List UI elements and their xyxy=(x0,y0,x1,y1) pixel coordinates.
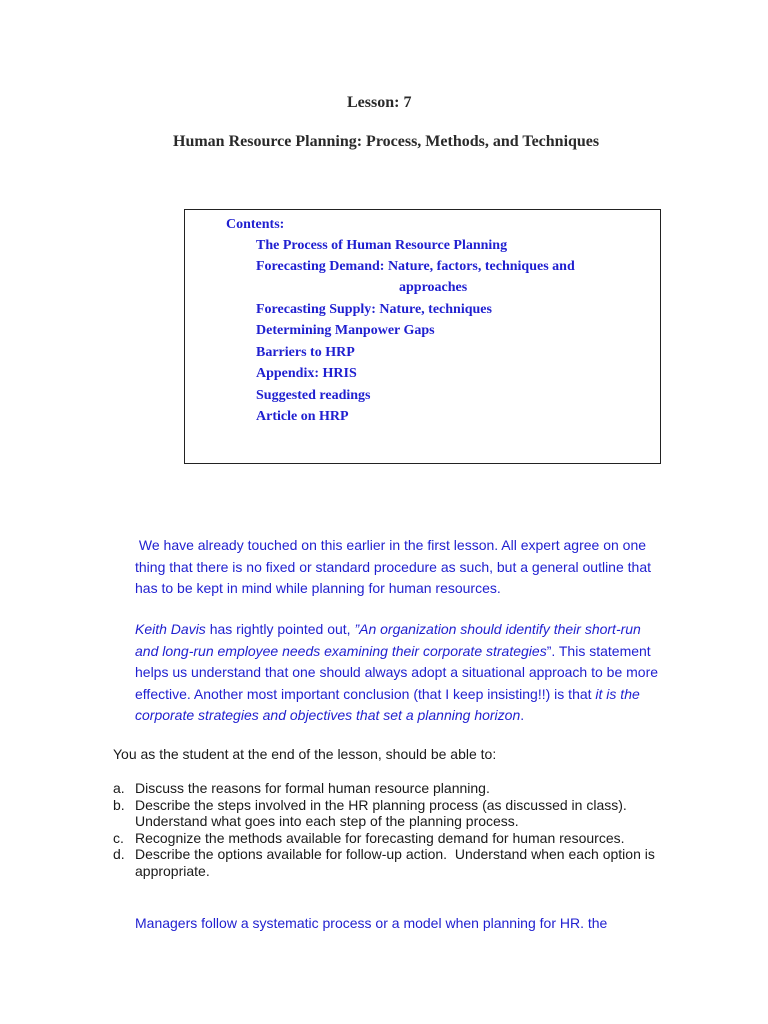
list-item xyxy=(113,830,655,847)
paragraph-line: has to be kept in mind while planning for human resources. xyxy=(135,580,501,596)
paragraph-line: helps us understand that one should always adopt a situational approach to be more xyxy=(135,664,659,680)
process-paragraph: Managers follow a systematic process or a model when planning for HR. the xyxy=(135,915,608,931)
contents-item: Barriers to HRP xyxy=(256,345,355,360)
list-text: Recognize the methods available for forecasting demand for human resources. xyxy=(135,829,625,846)
list-text: appropriate. xyxy=(135,862,210,879)
page-title: Human Resource Planning: Process, Methods, and Techniques xyxy=(173,133,600,150)
text: ”. This statement xyxy=(546,642,651,659)
paragraph-line: We have already touched on this earlier in the first lesson. All expert agree on one xyxy=(135,537,647,553)
quote-text: and long-run employee needs examining their corporate strategies xyxy=(135,642,547,659)
objectives-intro: You as the student at the end of the lesson, should be able to: xyxy=(113,746,497,762)
quote-paragraph xyxy=(135,619,658,727)
paragraph-line xyxy=(135,641,658,663)
list-text: Discuss the reasons for formal human resource planning. xyxy=(135,780,490,796)
text: . xyxy=(520,707,525,723)
contents-item: Appendix: HRIS xyxy=(256,366,357,381)
contents-item: Suggested readings xyxy=(256,388,371,403)
objectives-list xyxy=(113,780,655,879)
paragraph-line: thing that there is no fixed or standard procedure as such, but a general outline that xyxy=(135,558,651,575)
list-text: Understand what goes into each step of the planning process. xyxy=(135,813,519,829)
contents-item: Determining Manpower Gaps xyxy=(256,323,435,338)
contents-item: Article on HRP xyxy=(256,409,349,424)
text: has rightly pointed out, xyxy=(205,621,355,637)
author-name: Keith Davis xyxy=(135,621,206,637)
quote-text: ”An organization should identify their short-run xyxy=(354,621,641,637)
list-marker: c. xyxy=(113,829,124,846)
contents-item: The Process of Human Resource Planning xyxy=(256,238,508,253)
list-item xyxy=(113,797,655,830)
paragraph-line xyxy=(135,705,658,727)
emphasis-text: corporate strategies and objectives that set a planning horizon xyxy=(135,707,521,723)
paragraph-line xyxy=(135,619,658,641)
contents-item: Forecasting Supply: Nature, techniques xyxy=(256,302,492,317)
contents-heading: Contents: xyxy=(226,217,285,232)
contents-item: Forecasting Demand: Nature, factors, techniques and xyxy=(256,259,575,274)
paragraph-line xyxy=(135,684,658,706)
list-item xyxy=(113,780,655,797)
list-marker: a. xyxy=(113,780,125,796)
contents-item-continuation: approaches xyxy=(399,280,468,295)
text: effective. Another most important conclusion (that I keep insisting!!) is that xyxy=(135,685,596,702)
list-text: Describe the options available for follow-up action. Understand when each option is xyxy=(135,846,655,862)
intro-paragraph xyxy=(135,535,651,600)
list-text: Describe the steps involved in the HR planning process (as discussed in class). xyxy=(135,796,627,813)
lesson-number: Lesson: 7 xyxy=(347,94,412,111)
list-marker: b. xyxy=(113,796,125,813)
list-item xyxy=(113,846,655,879)
list-marker: d. xyxy=(113,846,125,862)
emphasis-text: it is the xyxy=(595,685,640,702)
